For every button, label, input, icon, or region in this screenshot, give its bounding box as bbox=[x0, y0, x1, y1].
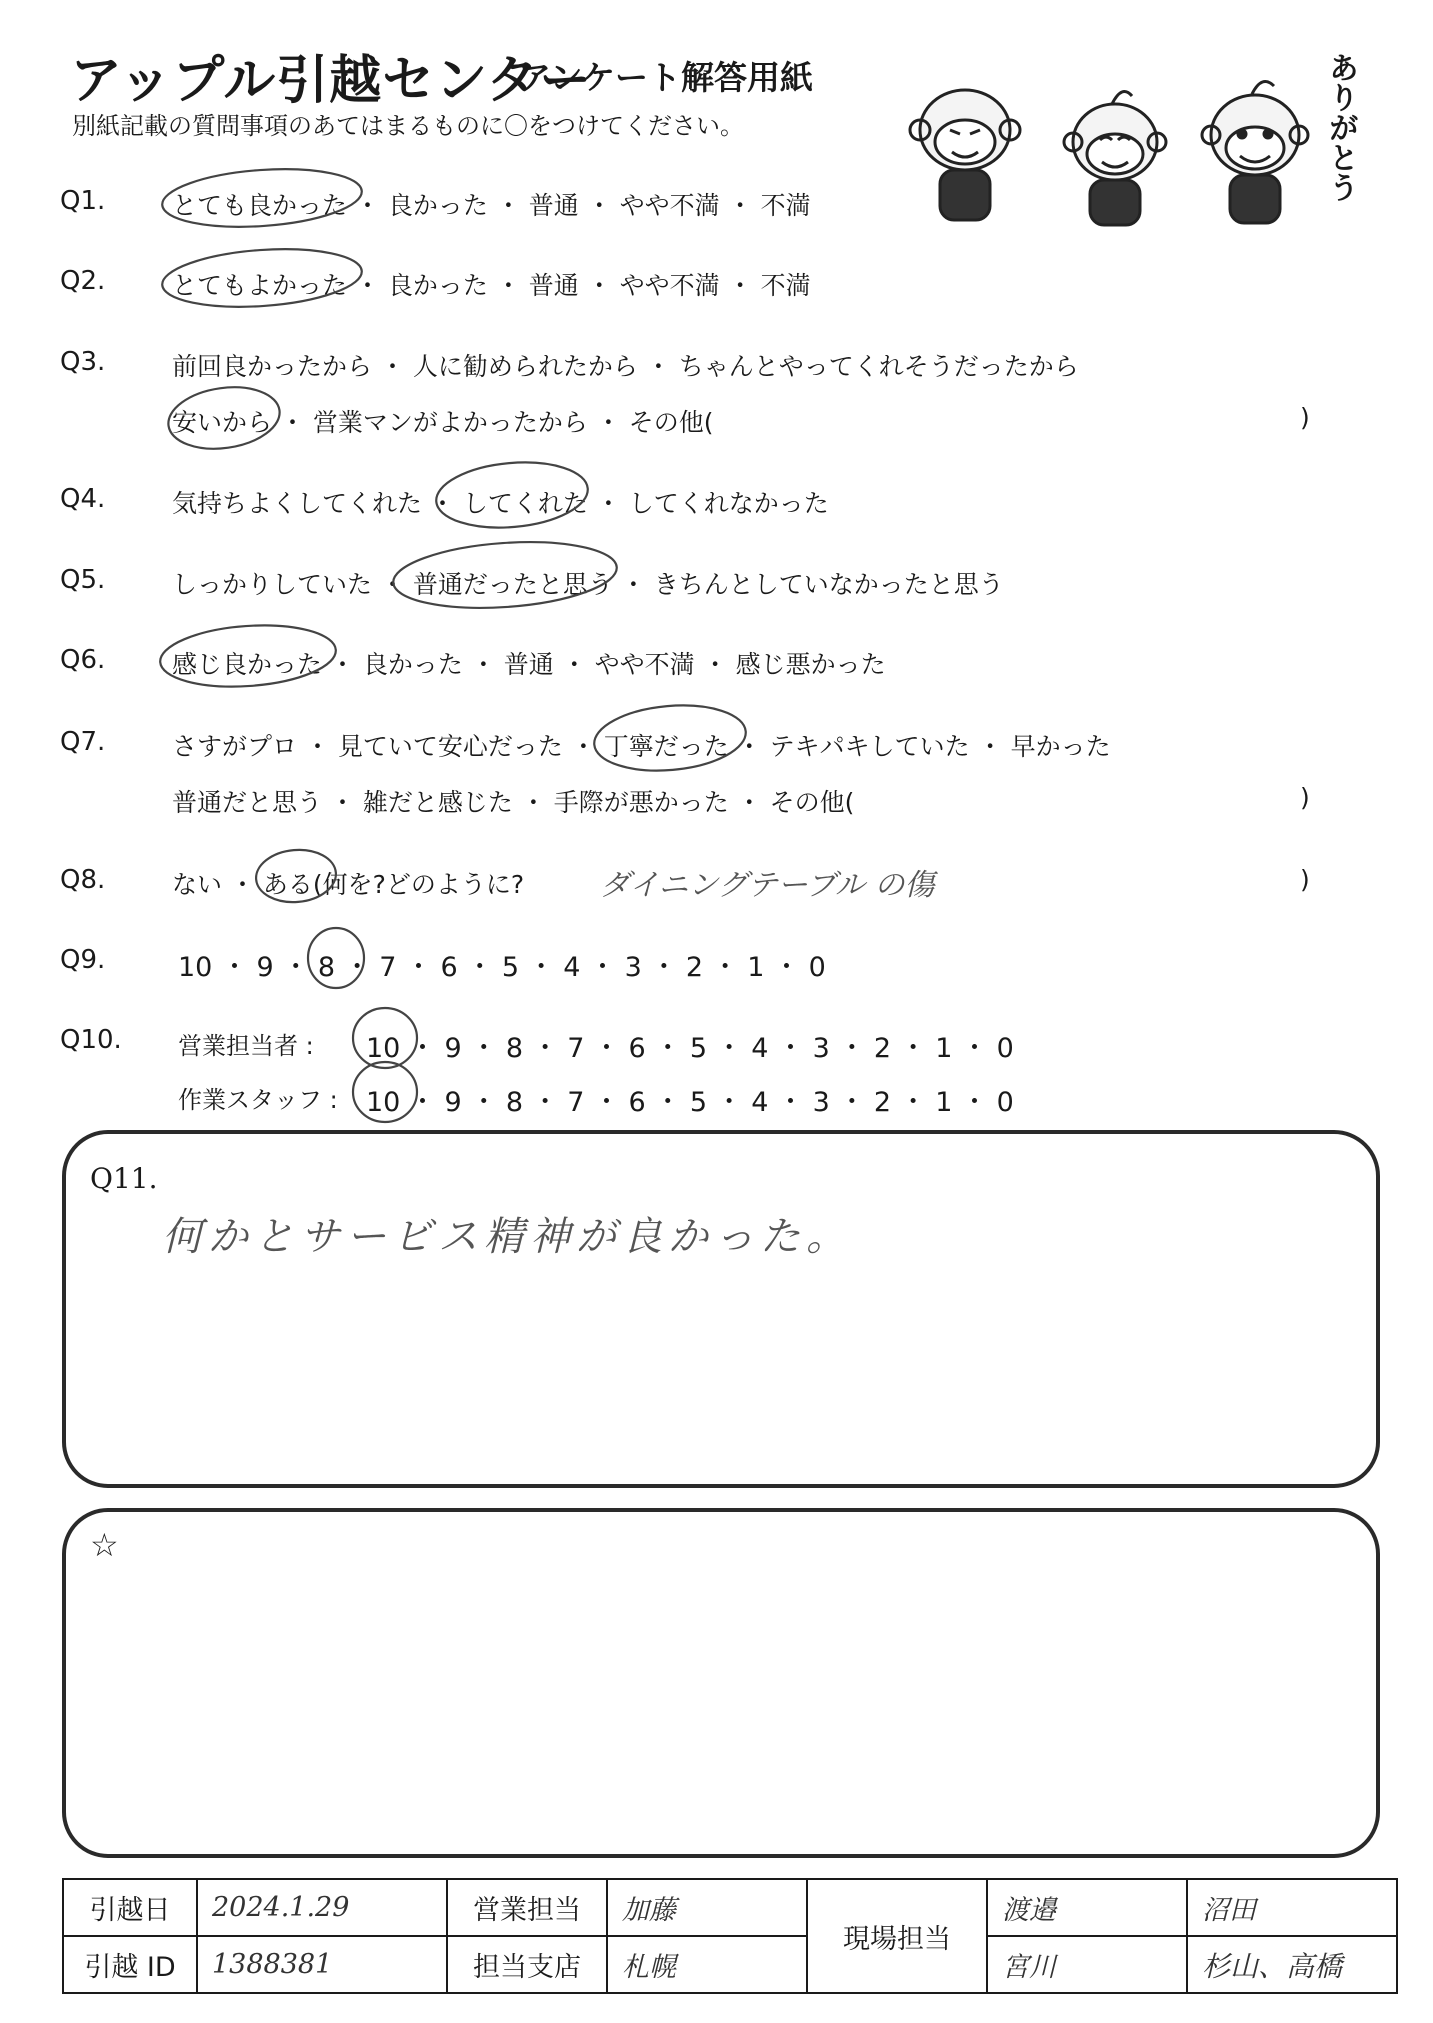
q4-label: Q4. bbox=[60, 484, 106, 514]
move-id-value: 1388381 bbox=[197, 1936, 447, 1993]
instruction-text: 別紙記載の質問事項のあてはまるものに〇をつけてください。 bbox=[72, 112, 744, 140]
sales-value: 加藤 bbox=[607, 1879, 807, 1936]
monkey-mascots-illustration bbox=[890, 60, 1360, 235]
q11-answer-box[interactable] bbox=[62, 1130, 1380, 1488]
form-subtitle: アンケート解答用紙 bbox=[518, 58, 814, 97]
q8-close-paren: ) bbox=[1300, 865, 1310, 894]
sales-label: 営業担当 bbox=[447, 1879, 607, 1936]
site-staff-1: 渡邉 bbox=[987, 1879, 1187, 1936]
q1-options[interactable]: とても良かった ・ 良かった ・ 普通 ・ やや不満 ・ 不満 bbox=[172, 191, 811, 220]
form-title: アップル引越センター bbox=[70, 51, 593, 111]
site-staff-4: 杉山、高橋 bbox=[1187, 1936, 1397, 1993]
star-icon: ☆ bbox=[90, 1526, 119, 1564]
q7-label: Q7. bbox=[60, 727, 106, 757]
q7-close-paren: ) bbox=[1300, 783, 1310, 812]
branch-value: 札幌 bbox=[607, 1936, 807, 1993]
move-id-label: 引越 ID bbox=[63, 1936, 197, 1993]
q4-options[interactable]: 気持ちよくしてくれた ・ してくれた ・ してくれなかった bbox=[172, 489, 829, 518]
q9-label: Q9. bbox=[60, 945, 106, 975]
q3-options-line1[interactable]: 前回良かったから ・ 人に勧められたから ・ ちゃんとやってくれそうだったから bbox=[172, 352, 1079, 381]
q7-options-line1[interactable]: さすがプロ ・ 見ていて安心だった ・ 丁寧だった ・ テキパキしていた ・ 早かった bbox=[172, 732, 1111, 761]
q8-handwritten-answer: ダイニングテーブル の傷 bbox=[600, 868, 935, 903]
q10-staff-scale[interactable]: 10 ・ 9 ・ 8 ・ 7 ・ 6 ・ 5 ・ 4 ・ 3 ・ 2 ・ 1 ・ 0 bbox=[366, 1087, 1014, 1118]
q11-handwritten-answer: 何かとサービス精神が良かった。 bbox=[162, 1214, 852, 1260]
q9-scale[interactable]: 10 ・ 9 ・ 8 ・ 7 ・ 6 ・ 5 ・ 4 ・ 3 ・ 2 ・ 1 ・ 0 bbox=[178, 952, 826, 983]
q3-options-line2[interactable]: 安いから ・ 営業マンがよかったから ・ その他( bbox=[172, 408, 714, 437]
q5-options[interactable]: しっかりしていた ・ 普通だったと思う ・ きちんとしていなかったと思う bbox=[172, 570, 1004, 599]
q2-label: Q2. bbox=[60, 266, 106, 296]
q10-label: Q10. bbox=[60, 1025, 122, 1055]
q8-options[interactable]: ない ・ ある(何を?どのように? bbox=[172, 870, 525, 899]
move-date-label: 引越日 bbox=[63, 1879, 197, 1936]
q10-sales-label: 営業担当者 : bbox=[178, 1032, 314, 1060]
move-date-value: 2024.1.29 bbox=[197, 1879, 447, 1936]
q11-label: Q11. bbox=[90, 1162, 158, 1195]
q1-label: Q1. bbox=[60, 186, 106, 216]
branch-label: 担当支店 bbox=[447, 1936, 607, 1993]
thanks-text: ありがとう bbox=[1323, 52, 1358, 202]
q8-label: Q8. bbox=[60, 865, 106, 895]
q3-close-paren: ) bbox=[1300, 403, 1310, 432]
footer-table bbox=[62, 1878, 1398, 1994]
site-staff-3: 宮川 bbox=[987, 1936, 1187, 1993]
site-staff-2: 沼田 bbox=[1187, 1879, 1397, 1936]
q2-options[interactable]: とてもよかった ・ 良かった ・ 普通 ・ やや不満 ・ 不満 bbox=[172, 271, 811, 300]
q3-label: Q3. bbox=[60, 347, 106, 377]
q7-options-line2[interactable]: 普通だと思う ・ 雑だと感じた ・ 手際が悪かった ・ その他( bbox=[172, 788, 855, 817]
q10-sales-scale[interactable]: 10 ・ 9 ・ 8 ・ 7 ・ 6 ・ 5 ・ 4 ・ 3 ・ 2 ・ 1 ・ 0 bbox=[366, 1033, 1014, 1064]
site-staff-label: 現場担当 bbox=[807, 1879, 987, 1993]
q5-label: Q5. bbox=[60, 565, 106, 595]
comment-box[interactable] bbox=[62, 1508, 1380, 1858]
q6-label: Q6. bbox=[60, 645, 106, 675]
q6-options[interactable]: 感じ良かった ・ 良かった ・ 普通 ・ やや不満 ・ 感じ悪かった bbox=[172, 650, 886, 679]
q10-staff-label: 作業スタッフ : bbox=[178, 1086, 338, 1114]
